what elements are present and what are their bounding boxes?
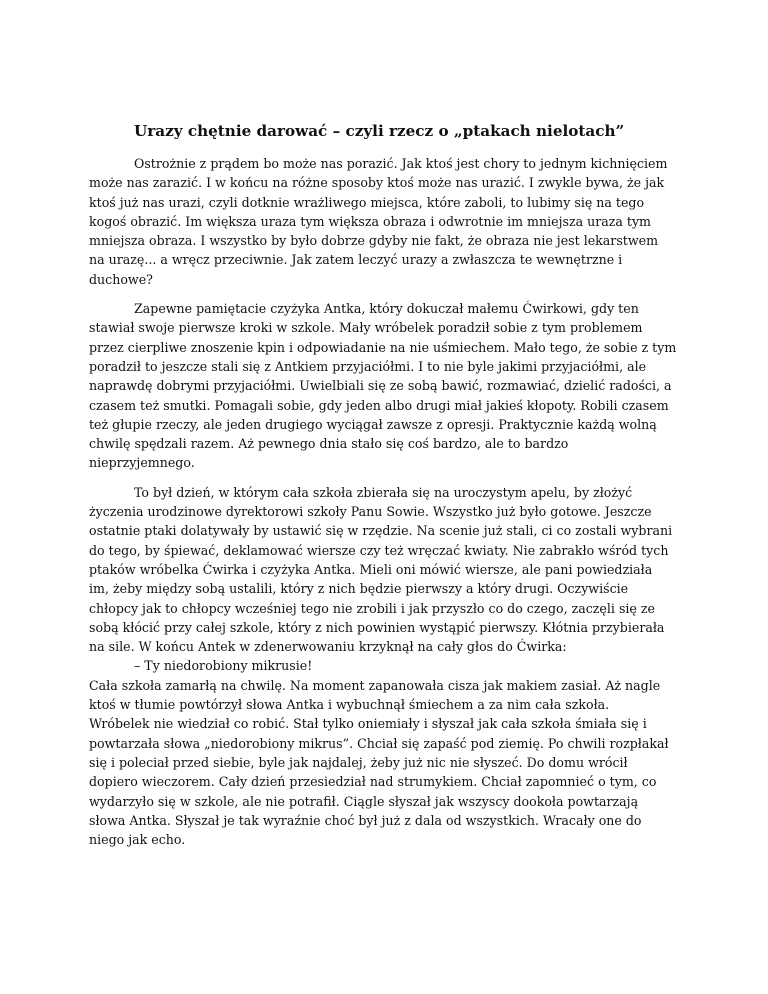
paragraph-line: życzenia urodzinowe dyrektorowi szkoły Panu Sowie. Wszystko już było gotowe. Jeszcze	[89, 504, 652, 520]
paragraph-line: stawiał swoje pierwsze kroki w szkole. Mały wróbelek poradził sobie z tym problemem	[89, 320, 643, 336]
paragraph-line: dopiero wieczorem. Cały dzień przesiedział nad strumykiem. Chciał zapomnieć o tym, co	[89, 774, 657, 790]
paragraph-3	[89, 483, 679, 850]
paragraph-line: czasem też smutki. Pomagali sobie, gdy jeden albo drugi miał jakieś kłopoty. Robili czasem	[89, 397, 669, 413]
paragraph-line: To był dzień, w którym cała szkoła zbierała się na uroczystym apelu, by złożyć	[134, 484, 633, 500]
paragraph-1	[89, 154, 679, 289]
paragraph-line: sobą kłócić przy całej szkole, który z nich powinien wystąpić pierwszy. Kłótnia przybierała	[89, 619, 665, 635]
paragraph-line: słowa Antka. Słyszał je tak wyraźnie choć był już z dala od wszystkich. Wracały one do	[89, 812, 642, 828]
document-title: Urazy chętnie darować – czyli rzecz o „ptakach nielotach”	[134, 122, 625, 140]
paragraph-line: mniejsza obraza. I wszystko by było dobrze gdyby nie fakt, że obraza nie jest lekarstwem	[89, 233, 659, 249]
paragraph-2	[89, 299, 679, 473]
paragraph-line: Zapewne pamiętacie czyżyka Antka, który dokuczał małemu Ćwirkowi, gdy ten	[134, 301, 639, 317]
paragraph-line: do tego, by śpiewać, deklamować wiersze czy też wręczać kwiaty. Nie zabrakło wśród tych	[89, 542, 669, 558]
paragraph-line: im, żeby między sobą ustalili, który z nich będzie pierwszy a który drugi. Oczywiście	[89, 581, 629, 597]
paragraph-line: nieprzyjemnego.	[89, 455, 195, 471]
paragraph-line: wydarzyło się w szkole, ale nie potrafił. Ciągle słyszał jak wszyscy dookoła powtarzają	[89, 793, 639, 809]
paragraph-line: ptaków wróbelka Ćwirka i czyżyka Antka. Mieli oni mówić wiersze, ale pani powiedziała	[89, 561, 653, 577]
paragraph-line: chłopcy jak to chłopcy wcześniej tego nie zrobili i jak przyszło co do czego, zaczęli się ze	[89, 600, 655, 616]
paragraph-line: poradził to jeszcze stali się z Antkiem przyjaciółmi. I to nie byle jakimi przyjaciółmi, ale	[89, 358, 647, 374]
paragraph-line: się i poleciał przed siebie, byle jak najdalej, żeby już nic nie słyszeć. Do domu wrócił	[89, 754, 628, 770]
paragraph-line: Ostrożnie z prądem bo może nas porazić. Jak ktoś jest chory to jednym kichnięciem	[134, 156, 668, 171]
paragraph-line: ostatnie ptaki dolatywały by ustawić się w rzędzie. Na scenie już stali, ci co zostali wybrani	[89, 523, 673, 539]
paragraph-line: kogoś obrazić. Im większa uraza tym większa obraza i odwrotnie im mniejsza uraza tym	[89, 213, 652, 229]
paragraph-line: przez cierpliwe znoszenie kpin i odpowiadanie na nie uśmiechem. Mało tego, że sobie z tym	[89, 339, 677, 355]
paragraph-line: na sile. W końcu Antek w zdenerwowaniu krzyknął na cały głos do Ćwirka:	[89, 639, 567, 655]
document-page	[89, 120, 679, 849]
paragraph-line: naprawdę dobrymi przyjaciółmi. Uwielbiali się ze sobą bawić, rozmawiać, dzielić radości, a	[89, 378, 672, 394]
paragraph-line: ktoś w tłumie powtórzył słowa Antka i wybuchnął śmiechem a za nim cała szkoła.	[89, 697, 610, 713]
paragraph-line: ktoś już nas urazi, czyli dotknie wrażliwego miejsca, które zaboli, to lubimy się na tego	[89, 194, 645, 210]
paragraph-line: na urazę... a wręcz przeciwnie. Jak zatem leczyć urazy a zwłaszcza te wewnętrzne i	[89, 252, 623, 268]
dialogue-line: – Ty niedorobiony mikrusie!	[134, 658, 313, 674]
paragraph-line: też głupie rzeczy, ale jeden drugiego wyciągał zawsze z opresji. Praktycznie każdą wolną	[89, 416, 657, 432]
paragraph-line: Cała szkoła zamarłą na chwilę. Na moment zapanowała cisza jak makiem zasiał. Aż nagle	[89, 677, 661, 693]
paragraph-line: chwilę spędzali razem. Aż pewnego dnia stało się coś bardzo, ale to bardzo	[89, 436, 569, 452]
paragraph-line: niego jak echo.	[89, 832, 186, 848]
paragraph-line: może nas zarazić. I w końcu na różne sposoby ktoś może nas urazić. I zwykle bywa, że jak	[89, 175, 665, 191]
paragraph-line: Wróbelek nie wiedział co robić. Stał tylko oniemiały i słyszał jak cała szkoła śmiała się i	[89, 716, 647, 732]
paragraph-line: powtarzała słowa „niedorobiony mikrus”. Chciał się zapaść pod ziemię. Po chwili rozpłakał	[89, 735, 669, 751]
paragraph-line: duchowe?	[89, 271, 153, 287]
